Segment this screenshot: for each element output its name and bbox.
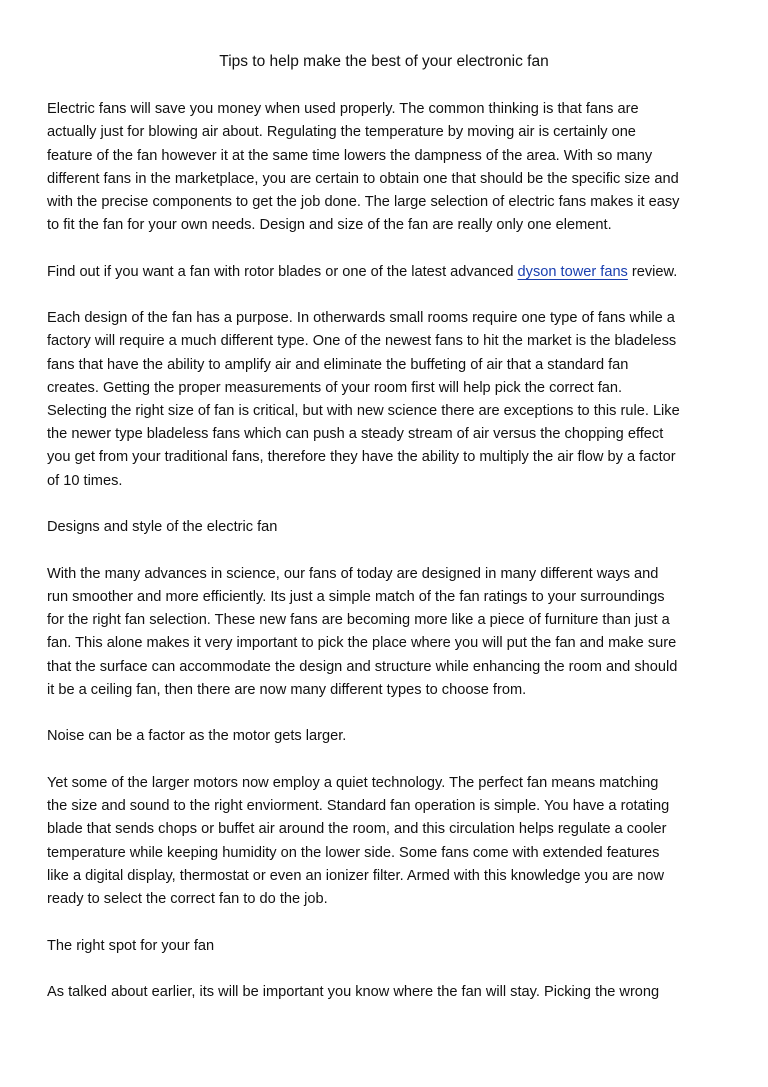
text-line: ready to select the correct fan to do the job. [47,891,328,907]
heading-right-spot: The right spot for your fan [47,938,215,954]
text-line: the size and sound to the right enviorment. Standard fan operation is simple. You have a rotating [47,798,670,814]
text-line: Yet some of the larger motors now employ a quiet technology. The perfect fan means matching [47,775,659,791]
text-span: review. [627,264,678,280]
text-line: As talked about earlier, its will be important you know where the fan will stay. Picking the wrong [47,984,660,1000]
text-line: Each design of the fan has a purpose. In otherwards small rooms require one type of fans while a [47,310,675,326]
heading-noise: Noise can be a factor as the motor gets larger. [47,728,347,744]
text-line: run smoother and more efficiently. Its just a simple match of the fan ratings to your surroundings [47,589,665,605]
text-line: actually just for blowing air about. Regulating the temperature by moving air is certainly one [47,124,636,140]
text-line: the newer type bladeless fans which can push a steady stream of air versus the chopping effect [47,426,664,442]
text-line: With the many advances in science, our fans of today are designed in many different ways and [47,566,659,582]
text-line: Selecting the right size of fan is critical, but with new science there are exceptions to this rule. Like [47,403,680,419]
text-line: you get from your traditional fans, therefore they have the ability to multiply the air flow by a factor [47,449,676,465]
text-line: it be a ceiling fan, then there are now many different types to choose from. [47,682,527,698]
text-line: different fans in the marketplace, you are certain to obtain one that should be the specific size and [47,171,679,187]
text-line: like a digital display, thermostat or even an ionizer filter. Armed with this knowledge you are now [47,868,665,884]
text-line: creates. Getting the proper measurements of your room first will help pick the correct fan. [47,380,623,396]
heading-designs: Designs and style of the electric fan [47,519,278,535]
text-line: to fit the fan for your own needs. Design and size of the fan are really only one element. [47,217,612,233]
text-line: fan. This alone makes it very important to pick the place where you will put the fan and make sure [47,635,677,651]
text-line: of 10 times. [47,473,123,489]
dyson-tower-fans-link[interactable]: dyson tower fans [517,264,628,280]
text-line: feature of the fan however it at the same time lowers the dampness of the area. With so many [47,148,653,164]
text-span: Find out if you want a fan with rotor blades or one of the latest advanced [47,264,518,280]
text-line: that the surface can accommodate the design and structure while enhancing the room and should [47,659,678,675]
text-line: fans that have the ability to amplify air and eliminate the buffeting of air that a standard fan [47,357,629,373]
text-line: blade that sends chops or buffet air around the room, and this circulation helps regulate a cooler [47,821,667,837]
text-line: Electric fans will save you money when used properly. The common thinking is that fans are [47,101,639,117]
document-title: Tips to help make the best of your electronic fan [219,53,549,70]
text-line: with the precise components to get the job done. The large selection of electric fans makes it easy [47,194,680,210]
text-line: temperature while keeping humidity on the lower side. Some fans come with extended features [47,845,660,861]
paragraph-find-out [47,262,677,282]
text-line: factory will require a much different type. One of the newest fans to hit the market is the bladeless [47,333,677,349]
text-line: for the right fan selection. These new fans are becoming more like a piece of furniture than just a [47,612,670,628]
